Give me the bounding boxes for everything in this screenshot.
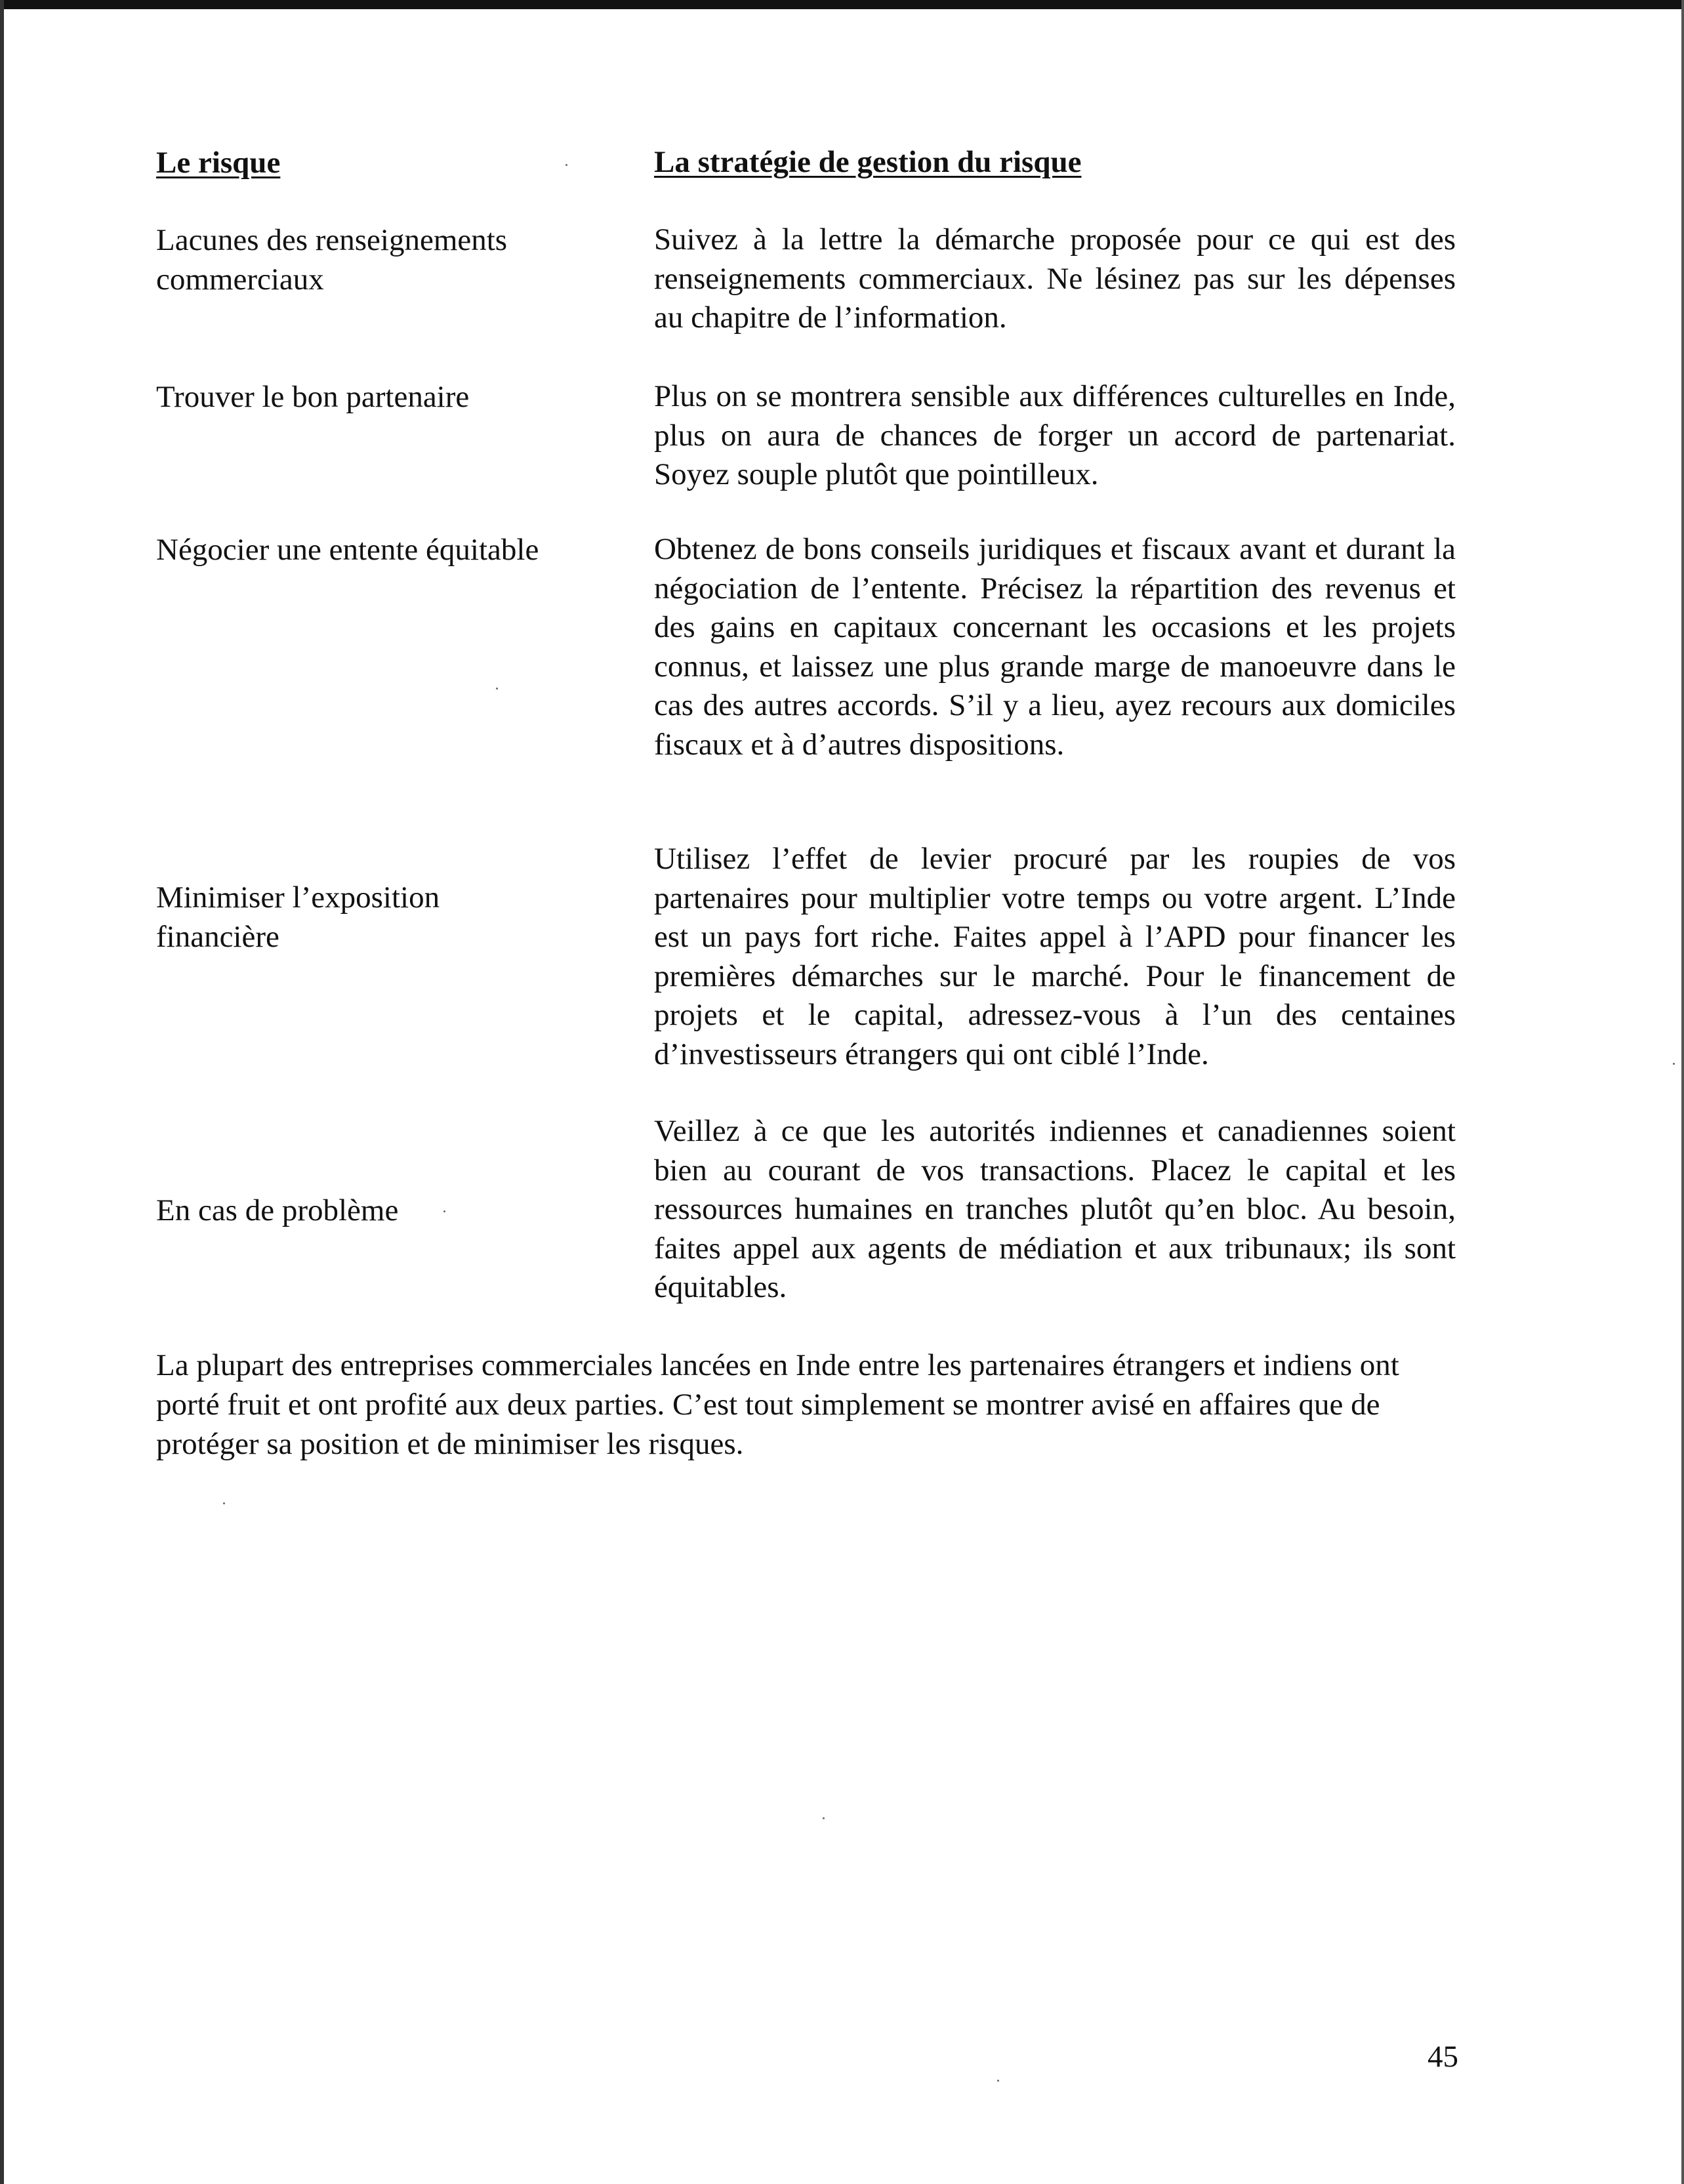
closing-paragraph: La plupart des entreprises commerciales lancées en Inde entre les partenaires étrangers et indiens ont porté fruit et ont profité aux deux parties. C’est tout simplement se montrer avisé en affaires que de protéger sa position et de minimiser les risques. <box>156 1348 1399 1461</box>
strategy-item-4: Utilisez l’effet de levier procuré par les roupies de vos partenaires pour multiplier votre temps ou votre argent. L’Inde est un pays fort riche. Faites appel à l’APD pour financer les premières démarches sur le marché. Pour le financement de projets et le capital, adressez-vous à l’un des centaines d’investisseurs étrangers qui ont ciblé l’Inde. <box>654 842 1456 1071</box>
strategy-item-3: Obtenez de bons conseils juridiques et fiscaux avant et durant la négociation de l’entente. Précisez la répartition des revenus et des gains en capitaux concernant les occasions et les projets connus, et laissez une plus grande marge de manoeuvre dans le cas des autres accords. S’il y a lieu, ayez recours aux domiciles fiscaux et à d’autres dispositions. <box>654 532 1456 762</box>
strategy-item-5: Veillez à ce que les autorités indiennes et canadiennes soient bien au courant de vos transactions. Placez le capital et les ressources humaines en tranches plutôt qu’en bloc. Au besoin, faites appel aux agents de médiation et aux tribunaux; ils sont équitables. <box>654 1114 1456 1304</box>
page-number: 45 <box>1427 2040 1458 2074</box>
scan-speck <box>1673 1063 1675 1065</box>
scan-speck <box>443 1210 445 1212</box>
scan-speck <box>496 688 498 690</box>
scan-speck <box>823 1817 825 1819</box>
risk-item-3: Négocier une entente équitable <box>156 533 539 567</box>
risk-item-1: Lacunes des renseignements commerciaux <box>156 223 508 297</box>
scan-speck <box>565 164 567 166</box>
risk-item-5: En cas de problème <box>156 1193 399 1227</box>
scan-speck <box>223 1502 225 1504</box>
scan-speck <box>997 2080 999 2082</box>
risk-column-heading: Le risque <box>156 146 281 180</box>
risk-item-2: Trouver le bon partenaire <box>156 380 470 414</box>
strategy-column-heading: La stratégie de gestion du risque <box>654 145 1082 179</box>
strategy-item-2: Plus on se montrera sensible aux différences culturelles en Inde, plus on aura de chances de forger un accord de partenariat. Soyez souple plutôt que pointilleux. <box>654 379 1456 491</box>
risk-item-4: Minimiser l’exposition financière <box>156 880 440 954</box>
strategy-item-1: Suivez à la lettre la démarche proposée pour ce qui est des renseignements commerciaux. Ne lésinez pas sur les dépenses au chapitre de l’information. <box>654 222 1456 335</box>
